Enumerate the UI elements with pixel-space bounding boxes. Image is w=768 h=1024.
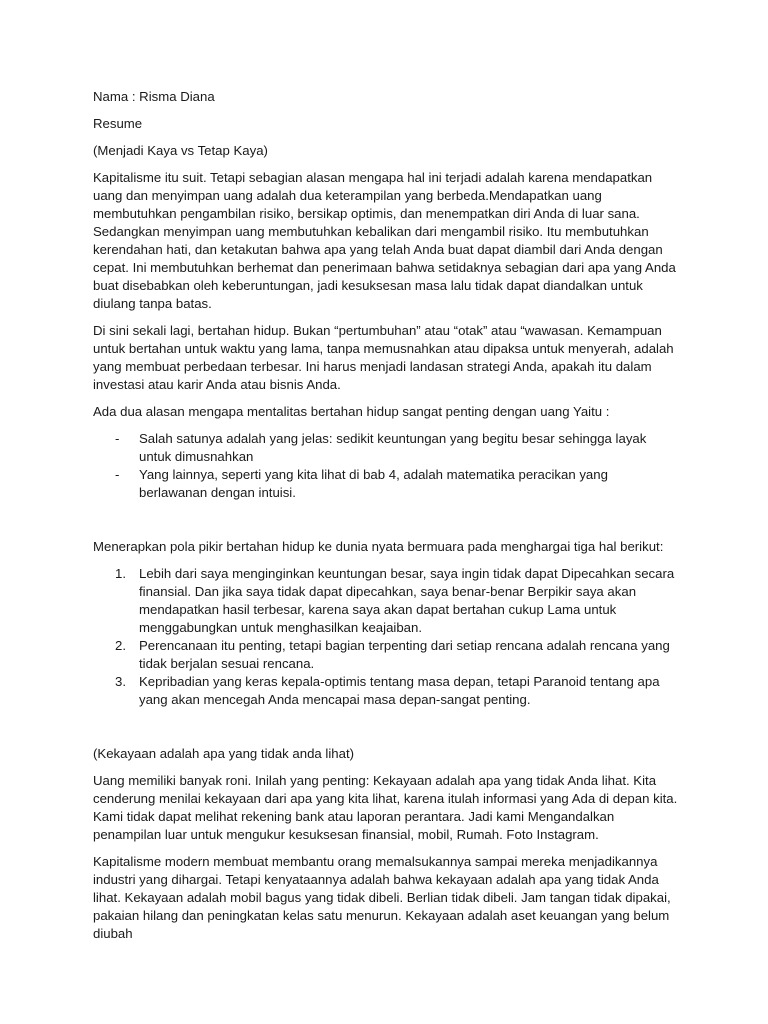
paragraph-3: Ada dua alasan mengapa mentalitas bertahan hidup sangat penting dengan uang Yaitu : bbox=[93, 404, 610, 419]
number-mark: 2. bbox=[115, 638, 126, 653]
number-mark: 3. bbox=[115, 674, 126, 689]
numbered-text: Kepribadian yang keras kepala-optimis tentang masa depan, tetapi Paranoid tentang apa yang akan mencegah Anda mencapai masa depan-sangat penting. bbox=[139, 674, 660, 707]
bullet-mark: - bbox=[115, 431, 120, 446]
bullet-mark: - bbox=[115, 467, 120, 482]
paragraph-2: Di sini sekali lagi, bertahan hidup. Bukan “pertumbuhan” atau “otak” atau “wawasan. Kemampuan untuk bertahan untuk waktu yang lama, tanpa memusnahkan atau dipaksa untuk menyerah, adalah yang membuat perbedaan terbesar. Ini harus menjadi landasan strategi Anda, apakah itu dalam investasi atau karir Anda atau bisnis Anda. bbox=[93, 323, 674, 392]
numbered-text: Perencanaan itu penting, tetapi bagian terpenting dari setiap rencana adalah rencana yang tidak berjalan sesuai rencana. bbox=[139, 638, 670, 671]
paragraph-6: Kapitalisme modern membuat membantu orang memalsukannya sampai mereka menjadikannya industri yang dihargai. Tetapi kenyataannya adalah bahwa kekayaan adalah apa yang tidak Anda lihat. Kekayaan adalah mobil bagus yang tidak dibeli. Berlian tidak dibeli. Jam tangan tidak dipakai, pakaian hilang dan peningkatan kelas satu menurun. Kekayaan adalah aset keuangan yang belum diubah bbox=[93, 854, 671, 941]
bullet-item bbox=[93, 430, 678, 466]
numbered-item bbox=[93, 637, 678, 673]
numbered-text: Lebih dari saya menginginkan keuntungan besar, saya ingin tidak dapat Dipecahkan secara finansial. Dan jika saya tidak dapat dipecahkan, saya benar-benar Berpikir saya akan mendapatkan hasil terbesar, karena saya akan dapat bertahan cukup Lama untuk menggabungkan untuk menghasilkan keajaiban. bbox=[139, 566, 675, 635]
bullet-item bbox=[93, 466, 678, 502]
number-mark: 1. bbox=[115, 566, 126, 581]
paragraph-5: Uang memiliki banyak roni. Inilah yang penting: Kekayaan adalah apa yang tidak Anda lihat. Kita cenderung menilai kekayaan dari apa yang kita lihat, karena itulah informasi yang Ada di depan kita. Kami tidak dapat melihat rekening bank atau laporan perantara. Jadi kami Mengandalkan penampilan luar untuk mengukur kesuksesan finansial, mobil, Rumah. Foto Instagram. bbox=[93, 773, 678, 842]
paragraph-4: Menerapkan pola pikir bertahan hidup ke dunia nyata bermuara pada menghargai tiga hal berikut: bbox=[93, 539, 664, 554]
name-line: Nama : Risma Diana bbox=[93, 89, 215, 104]
numbered-list bbox=[93, 565, 678, 709]
bullet-list bbox=[93, 430, 678, 502]
document-type: Resume bbox=[93, 116, 143, 131]
bullet-text: Salah satunya adalah yang jelas: sedikit keuntungan yang begitu besar sehingga layak untuk dimusnahkan bbox=[139, 431, 647, 464]
numbered-item bbox=[93, 673, 678, 709]
bullet-text: Yang lainnya, seperti yang kita lihat di bab 4, adalah matematika peracikan yang berlawanan dengan intuisi. bbox=[139, 467, 608, 500]
section-title-1: (Menjadi Kaya vs Tetap Kaya) bbox=[93, 143, 268, 158]
paragraph-1: Kapitalisme itu suit. Tetapi sebagian alasan mengapa hal ini terjadi adalah karena mendapatkan uang dan menyimpan uang adalah dua keterampilan yang berbeda.Mendapatkan uang membutuhkan pengambilan risiko, bersikap optimis, dan menempatkan diri Anda di luar sana. Sedangkan menyimpan uang membutuhkan kebalikan dari mengambil risiko. Itu membutuhkan kerendahan hati, dan ketakutan bahwa apa yang telah Anda buat dapat diambil dari Anda dengan cepat. Ini membutuhkan berhemat dan penerimaan bahwa setidaknya sebagian dari apa yang Anda buat disebabkan oleh keberuntungan, jadi kesuksesan masa lalu tidak dapat diandalkan untuk diulang tanpa batas. bbox=[93, 170, 676, 311]
numbered-item bbox=[93, 565, 678, 637]
section-title-2: (Kekayaan adalah apa yang tidak anda lihat) bbox=[93, 746, 355, 761]
document-body bbox=[93, 88, 678, 952]
spacer bbox=[93, 511, 678, 538]
spacer bbox=[93, 718, 678, 745]
